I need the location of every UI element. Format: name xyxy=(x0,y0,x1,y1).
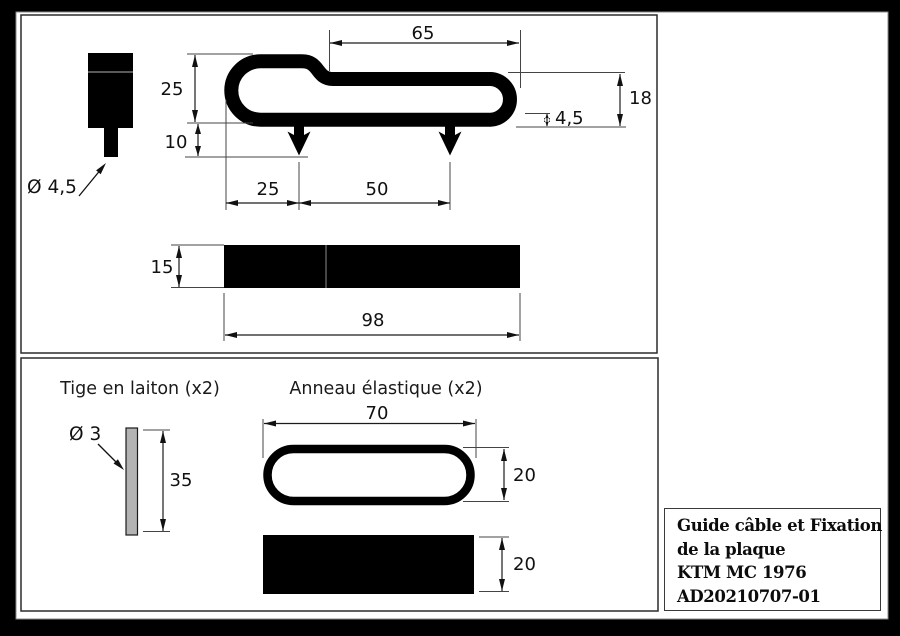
rivet-stem xyxy=(104,128,118,157)
dim-value-offset: 25 xyxy=(256,179,280,200)
brass-rod xyxy=(126,428,138,535)
rod-diameter-label: Ø 3 xyxy=(69,424,102,445)
dim-value: 25 xyxy=(160,79,184,100)
dim-value: 70 xyxy=(365,403,389,424)
elastic-ring-section xyxy=(263,535,474,594)
anneau-heading: Anneau élastique (x2) xyxy=(289,379,483,399)
title-line-2: de la plaque xyxy=(677,539,786,559)
dim-value: 98 xyxy=(361,310,385,331)
dim-value: 18 xyxy=(629,88,652,109)
title-line-3: KTM MC 1976 xyxy=(677,563,807,582)
title-line-4: AD20210707-01 xyxy=(677,586,821,606)
title-block xyxy=(664,508,881,611)
rivet-head xyxy=(88,53,133,128)
rivet-diameter-label: Ø 4,5 xyxy=(27,177,77,198)
dim-value: 10 xyxy=(164,132,188,153)
fixing-plate xyxy=(224,245,520,288)
dim-value: 65 xyxy=(411,23,435,44)
title-line-1: Guide câble et Fixation xyxy=(677,516,882,535)
dim-value: 20 xyxy=(513,554,536,575)
fixing-plate-view xyxy=(224,245,520,288)
tige-heading: Tige en laiton (x2) xyxy=(60,379,220,399)
dim-value: 20 xyxy=(513,465,536,486)
dim-value: 15 xyxy=(150,257,174,278)
dim-value-spacing: 50 xyxy=(365,179,389,200)
dim-value: 35 xyxy=(169,470,193,491)
dim-value: 4,5 xyxy=(555,108,584,129)
